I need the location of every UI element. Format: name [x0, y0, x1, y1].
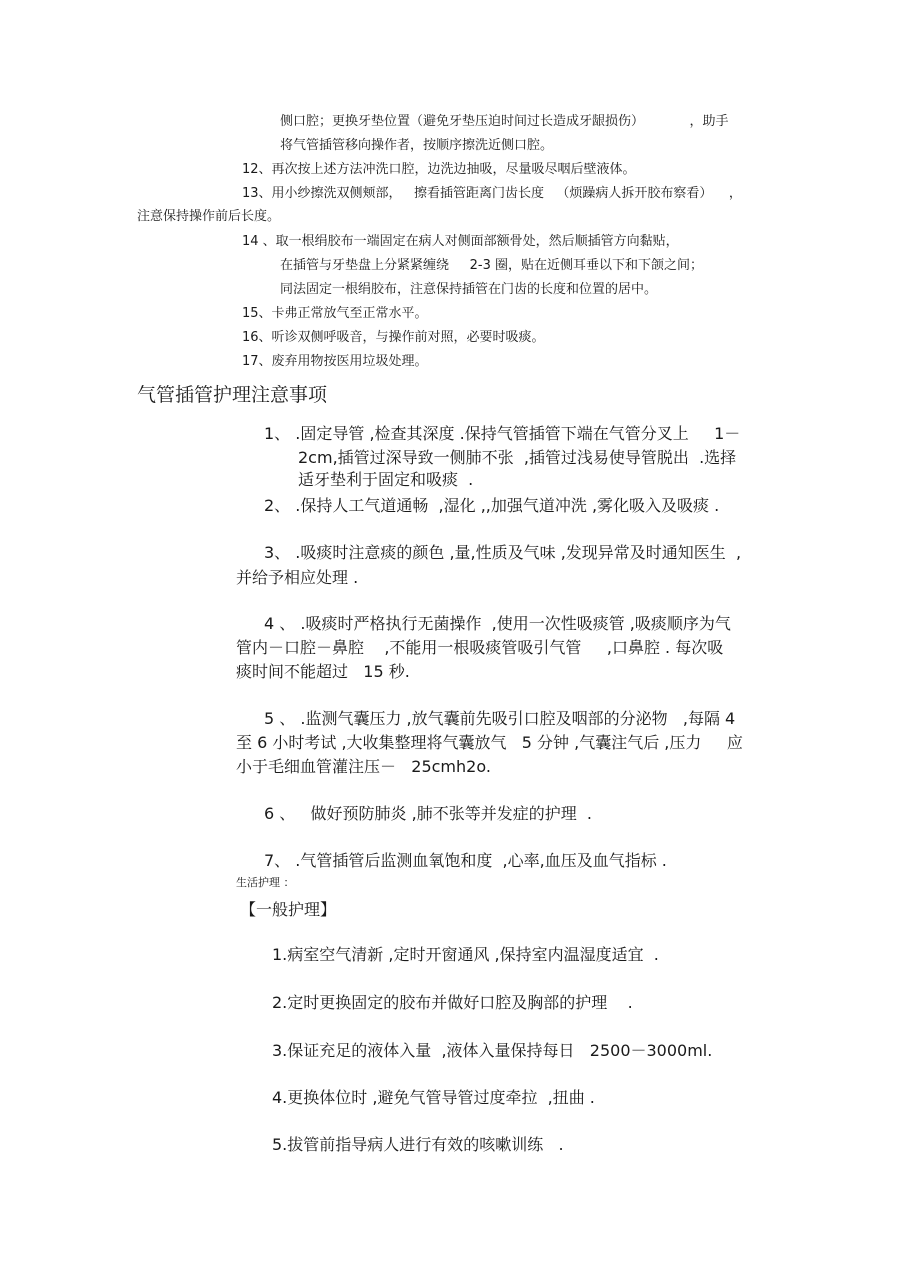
step-line: 15、卡弗正常放气至正常水平。	[242, 306, 428, 321]
step-line: 12、再次按上述方法冲洗口腔，边洗边抽吸，尽量吸尽咽后壁液体。	[242, 162, 636, 177]
note-line: 4 、 .吸痰时严格执行无菌操作 ,使用一次性吸痰管 ,吸痰顺序为气	[264, 614, 731, 633]
note-line: 2cm,插管过深导致一侧肺不张 ,插管过浅易使导管脱出 .选择	[298, 448, 737, 467]
step-line: 在插管与牙垫盘上分紧紧缠绕 2-3 圈，贴在近侧耳垂以下和下颌之间；	[280, 258, 704, 273]
step-line: 注意保持操作前后长度。	[137, 209, 281, 224]
step-line: 同法固定一根绢胶布，注意保持插管在门齿的长度和位置的居中。	[280, 282, 658, 297]
general-care-item: 4.更换体位时 ,避免气管导管过度牵拉 ,扭曲 .	[272, 1088, 595, 1107]
step-line: 16、听诊双侧呼吸音，与操作前对照，必要时吸痰。	[242, 330, 545, 345]
step-line: 侧口腔；更换牙垫位置（避免牙垫压迫时间过长造成牙龈损伤） ，助手	[280, 114, 729, 129]
note-line: 适牙垫利于固定和吸痰 .	[298, 470, 474, 489]
note-line: 1、 .固定导管 ,检查其深度 .保持气管插管下端在气管分叉上 1－	[264, 424, 741, 443]
general-care-item: 1.病室空气清新 ,定时开窗通风 ,保持室内温湿度适宜 .	[272, 945, 659, 964]
note-line: 5 、 .监测气囊压力 ,放气囊前先吸引口腔及咽部的分泌物 ,每隔 4	[264, 709, 736, 728]
step-line: 14 、取一根绢胶布一端固定在病人对侧面部额骨处，然后顺插管方向黏贴，	[242, 234, 679, 249]
life-care-label: 生活护理 ：	[236, 876, 295, 889]
note-line: 7、 .气管插管后监测血氧饱和度 ,心率,血压及血气指标 .	[264, 851, 667, 870]
section-title: 气管插管护理注意事项	[137, 384, 328, 406]
step-line: 将气管插管移向操作者，按顺序擦洗近侧口腔。	[280, 138, 554, 153]
step-line: 13、用小纱擦洗双侧颊部， 擦看插管距离门齿长度 （烦躁病人拆开胶布察看） ，	[242, 186, 742, 201]
note-line: 并给予相应处理 .	[236, 568, 359, 587]
step-line: 17、废弃用物按医用垃圾处理。	[242, 354, 428, 369]
note-line: 2、 .保持人工气道通畅 ,湿化 ,,加强气道冲洗 ,雾化吸入及吸痰 .	[264, 496, 720, 515]
note-line: 3、 .吸痰时注意痰的颜色 ,量,性质及气味 ,发现异常及时通知医生 ,	[264, 543, 742, 562]
note-line: 痰时间不能超过 15 秒.	[236, 662, 410, 681]
general-care-item: 3.保证充足的液体入量 ,液体入量保持每日 2500－3000ml.	[272, 1041, 713, 1060]
note-line: 至 6 小时考试 ,大收集整理将气囊放气 5 分钟 ,气囊注气后 ,压力 应	[236, 733, 743, 752]
note-line: 6 、 做好预防肺炎 ,肺不张等并发症的护理 .	[264, 804, 592, 823]
note-line: 管内－口腔－鼻腔 ,不能用一根吸痰管吸引气管 ,口鼻腔 . 每次吸	[236, 638, 724, 657]
note-line: 小于毛细血管灌注压－ 25cmh2o.	[236, 757, 491, 776]
general-care-item: 2.定时更换固定的胶布并做好口腔及胸部的护理 .	[272, 993, 633, 1012]
general-care-title: 【一般护理】	[240, 900, 337, 919]
general-care-item: 5.拔管前指导病人进行有效的咳嗽训练 .	[272, 1135, 564, 1154]
